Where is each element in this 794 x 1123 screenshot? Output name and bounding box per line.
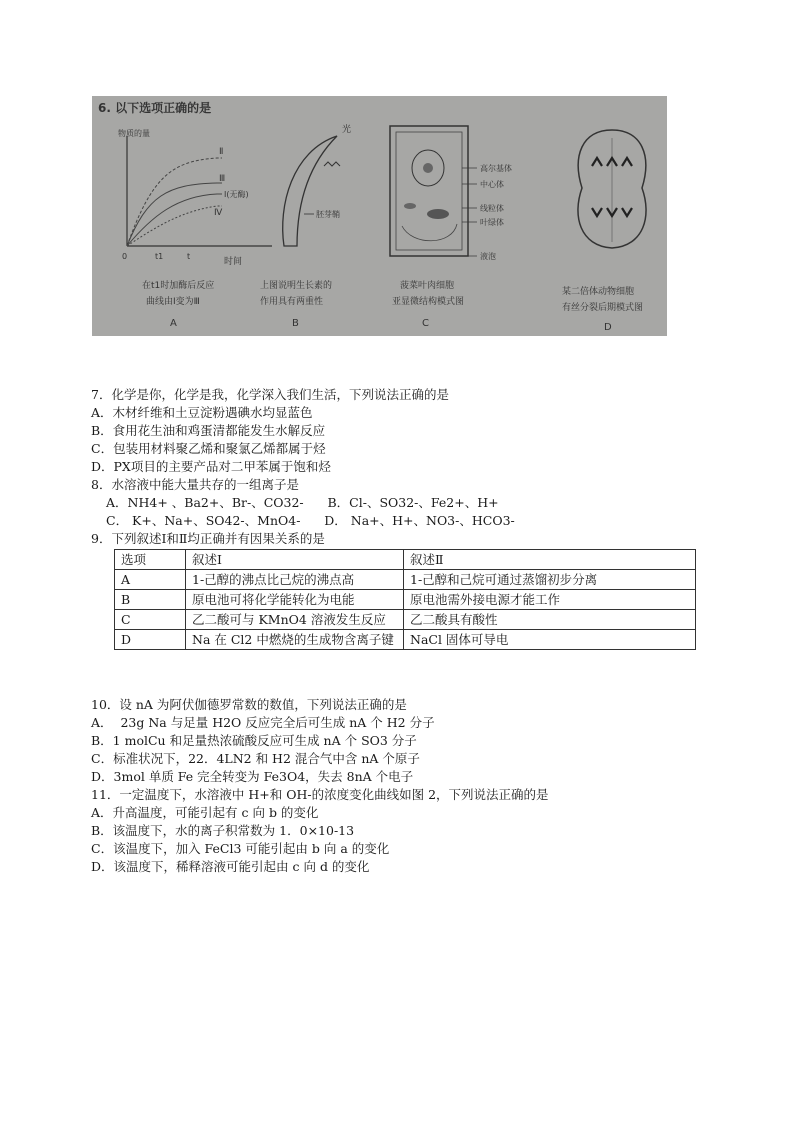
table-cell: 乙二酸可与 KMnO4 溶液发生反应 <box>186 610 404 630</box>
table-cell: 乙二酸具有酸性 <box>404 610 696 630</box>
q10-option-a: A． 23g Na 与足量 H2O 反应完全后可生成 nA 个 H2 分子 <box>91 715 435 730</box>
panel-a-curve-label-2: Ⅱ <box>219 147 224 157</box>
panel-a-y-axis-label: 物质的量 <box>118 129 150 138</box>
q10-option-b: B．1 molCu 和足量热浓硫酸反应可生成 nA 个 SO3 分子 <box>91 733 417 748</box>
panel-b-label: 胚芽鞘 <box>316 210 340 219</box>
q9-table <box>114 549 696 650</box>
q11-option-b: B．该温度下，水的离子积常数为 1．0×10-13 <box>91 823 355 838</box>
panel-c-letter: C <box>422 318 429 329</box>
panel-b-caption-1: 上图说明生长素的 <box>260 281 333 291</box>
panel-d-chromosome-6 <box>622 208 632 216</box>
panel-d-letter: D <box>604 322 612 333</box>
panel-b-coleoptile <box>283 136 337 246</box>
panel-a-t: t <box>187 252 191 261</box>
panel-b-light-label: 光 <box>342 125 352 135</box>
panel-a-origin: 0 <box>122 252 128 261</box>
q10-stem: 10．设 nA 为阿伏伽德罗常数的数值，下列说法正确的是 <box>91 697 407 712</box>
table-cell: B <box>115 590 186 610</box>
panel-c-cell-wall <box>390 126 468 256</box>
panel-c-chloroplast <box>427 209 449 219</box>
table-cell: Na 在 Cl2 中燃烧的生成物含离子键 <box>186 630 404 650</box>
table-cell: 原电池需外接电源才能工作 <box>404 590 696 610</box>
panel-d <box>562 130 646 333</box>
table-cell: NaCl 固体可导电 <box>404 630 696 650</box>
table-row <box>115 570 696 590</box>
q6-figure-photo <box>92 96 667 336</box>
table-cell: 1-己醇和己烷可通过蒸馏初步分离 <box>404 570 696 590</box>
panel-b-light-arrow <box>324 162 340 166</box>
panel-c-mitochondrion <box>404 203 416 209</box>
q11-option-c: C．该温度下，加入 FeCl3 可能引起由 b 向 a 的变化 <box>91 841 390 856</box>
panel-c-label-mitochondria: 线粒体 <box>480 204 504 213</box>
panel-a-curve-1 <box>127 194 222 246</box>
table-header-row <box>115 550 696 570</box>
panel-d-caption-1: 某二倍体动物细胞 <box>562 287 635 297</box>
table-header-option: 选项 <box>115 550 186 570</box>
q8-options-line-1: A．NH4+ 、Ba2+、Br-、CO32- B．Cl-、SO32-、Fe2+、H+ <box>106 495 499 510</box>
panel-c <box>390 126 512 329</box>
q7-option-c: C．包装用材料聚乙烯和聚氯乙烯都属于烃 <box>91 441 326 456</box>
panel-c-label-chloroplast: 叶绿体 <box>480 218 504 227</box>
q11-option-d: D．该温度下，稀释溶液可能引起由 c 向 d 的变化 <box>91 859 370 874</box>
q7-option-d: D．PX项目的主要产品对二甲苯属于饱和烃 <box>91 459 331 474</box>
panel-c-caption-1: 菠菜叶肉细胞 <box>400 281 455 291</box>
panel-a-letter: A <box>170 318 177 329</box>
panel-d-chromosome-4 <box>592 208 602 216</box>
table-row <box>115 610 696 630</box>
table-cell: A <box>115 570 186 590</box>
panel-a <box>118 128 272 329</box>
panel-c-label-golgi: 高尔基体 <box>480 164 512 173</box>
panel-a-caption-1: 在t1时加酶后反应 <box>142 281 215 291</box>
panel-c-nucleolus <box>423 163 433 173</box>
panel-c-vacuole <box>402 224 457 241</box>
q10-option-d: D．3mol 单质 Fe 完全转变为 Fe3O4，失去 8nA 个电子 <box>91 769 414 784</box>
q7-stem: 7．化学是你，化学是我，化学深入我们生活，下列说法正确的是 <box>91 387 449 402</box>
panel-a-caption-2: 曲线由Ⅰ变为Ⅲ <box>146 297 200 307</box>
table-cell: 1-己醇的沸点比己烷的沸点高 <box>186 570 404 590</box>
q8-stem: 8．水溶液中能大量共存的一组离子是 <box>91 477 299 492</box>
table-cell: D <box>115 630 186 650</box>
panel-a-curve-2 <box>127 158 222 246</box>
table-header-statement-1: 叙述Ⅰ <box>186 550 404 570</box>
panel-c-label-centrosome: 中心体 <box>480 180 504 189</box>
q8-options-line-2: C． K+、Na+、SO42-、MnO4- D． Na+、H+、NO3-、HCO3- <box>106 513 515 528</box>
q7-option-b: B．食用花生油和鸡蛋清都能发生水解反应 <box>91 423 326 438</box>
panel-c-label-vacuole: 液泡 <box>480 252 496 261</box>
q11-stem: 11．一定温度下，水溶液中 H+和 OH-的浓度变化曲线如图 2，下列说法正确的是 <box>91 787 549 802</box>
table-row <box>115 630 696 650</box>
q9-stem: 9．下列叙述Ⅰ和Ⅱ均正确并有因果关系的是 <box>91 531 325 546</box>
panel-a-curve-label-3: Ⅲ <box>219 174 226 184</box>
q6-title: 6. 以下选项正确的是 <box>98 101 212 115</box>
panel-d-chromosome-1 <box>592 158 602 166</box>
panel-b-caption-2: 作用具有两重性 <box>260 297 324 307</box>
table-row <box>115 590 696 610</box>
table-cell: C <box>115 610 186 630</box>
panel-d-chromosome-3 <box>622 158 632 166</box>
panel-a-x-axis-label: 时间 <box>224 257 243 267</box>
panel-b <box>260 123 351 329</box>
panel-a-t1: t1 <box>155 252 164 261</box>
q6-figure-svg <box>92 96 667 336</box>
q7-option-a: A．木材纤维和土豆淀粉遇碘水均显蓝色 <box>91 405 313 420</box>
q10-option-c: C．标准状况下，22．4LN2 和 H2 混合气中含 nA 个原子 <box>91 751 420 766</box>
panel-a-curve-label-4: Ⅳ <box>214 208 223 218</box>
panel-c-caption-2: 亚显微结构模式图 <box>392 297 465 307</box>
panel-d-caption-2: 有丝分裂后期模式图 <box>562 303 644 313</box>
panel-a-curve-label-1: Ⅰ(无酶) <box>224 190 249 199</box>
q11-option-a: A．升高温度，可能引起有 c 向 b 的变化 <box>91 805 319 820</box>
table-header-statement-2: 叙述Ⅱ <box>404 550 696 570</box>
table-cell: 原电池可将化学能转化为电能 <box>186 590 404 610</box>
panel-b-letter: B <box>292 318 299 329</box>
